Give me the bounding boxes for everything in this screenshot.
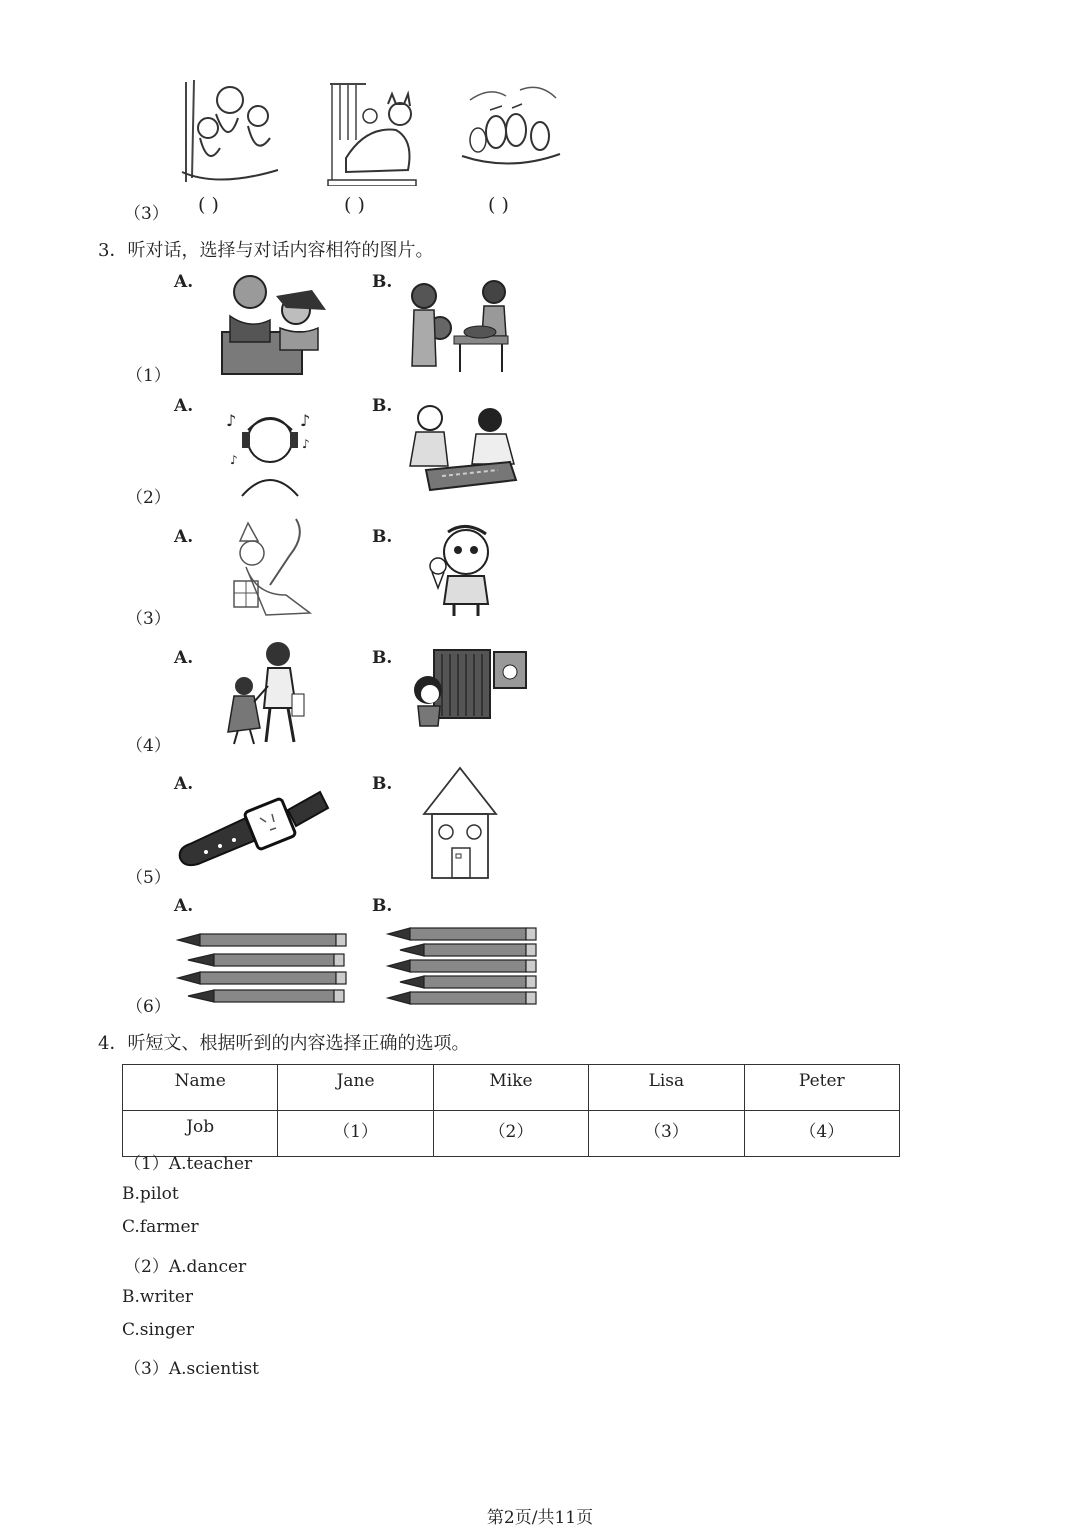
table-cell-blank[interactable]: （2） bbox=[433, 1111, 588, 1157]
option-a-label: A. bbox=[174, 396, 194, 416]
option-item[interactable]: C.singer bbox=[122, 1320, 194, 1340]
option-a-label: A. bbox=[174, 648, 194, 668]
option-a-label: A. bbox=[174, 896, 194, 916]
option-a-label: A. bbox=[174, 527, 194, 547]
girl-by-window-picture[interactable] bbox=[408, 644, 528, 732]
answer-blank[interactable]: ( ) bbox=[198, 194, 219, 216]
svg-text:♪: ♪ bbox=[300, 411, 311, 430]
option-b-label: B. bbox=[372, 527, 393, 547]
answer-blank[interactable]: ( ) bbox=[344, 194, 365, 216]
option-item[interactable]: （3）A.scientist bbox=[124, 1359, 260, 1379]
option-b-label: B. bbox=[372, 896, 393, 916]
row-label: （5） bbox=[126, 868, 171, 888]
option-item[interactable]: C.farmer bbox=[122, 1217, 199, 1237]
birds-picture bbox=[460, 80, 562, 182]
jobs-table bbox=[122, 1064, 900, 1157]
table-cell-blank[interactable]: （4） bbox=[744, 1111, 899, 1157]
option-item[interactable]: （1）A.teacher bbox=[124, 1154, 253, 1174]
boy-with-ice-cream-picture[interactable] bbox=[420, 522, 512, 618]
table-cell: Job bbox=[123, 1111, 278, 1157]
table-header-cell: Lisa bbox=[589, 1065, 744, 1111]
table-header-row bbox=[123, 1065, 900, 1111]
table-cell-blank[interactable]: （3） bbox=[589, 1111, 744, 1157]
row-label: （2） bbox=[126, 488, 171, 508]
option-b-label: B. bbox=[372, 648, 393, 668]
table-header-cell: Mike bbox=[433, 1065, 588, 1111]
table-header-cell: Peter bbox=[744, 1065, 899, 1111]
two-kids-reading-picture[interactable] bbox=[220, 272, 332, 376]
house-picture[interactable] bbox=[420, 764, 500, 882]
two-boys-playing-board-game-picture[interactable] bbox=[402, 400, 522, 494]
row-label: （6） bbox=[126, 997, 171, 1017]
five-pencils-picture[interactable] bbox=[386, 924, 540, 1010]
option-b-label: B. bbox=[372, 396, 393, 416]
option-a-label: A. bbox=[174, 272, 194, 292]
option-b-label: B. bbox=[372, 272, 393, 292]
question-4-title: 4．听短文、根据听到的内容选择正确的选项。 bbox=[98, 1033, 470, 1054]
svg-text:♪: ♪ bbox=[302, 437, 310, 451]
answer-blank[interactable]: ( ) bbox=[488, 194, 509, 216]
option-item[interactable]: （2）A.dancer bbox=[124, 1257, 247, 1277]
mother-and-daughter-picture[interactable] bbox=[224, 638, 308, 746]
row-label: （3） bbox=[126, 609, 171, 629]
table-header-cell: Jane bbox=[278, 1065, 433, 1111]
question-3-title: 3．听对话，选择与对话内容相符的图片。 bbox=[98, 240, 434, 261]
option-b-label: B. bbox=[372, 774, 393, 794]
page-number: 第2页/共11页 bbox=[486, 1508, 594, 1528]
table-header-cell: Name bbox=[123, 1065, 278, 1111]
monkeys-picture bbox=[178, 78, 282, 190]
table-cell-blank[interactable]: （1） bbox=[278, 1111, 433, 1157]
cats-picture bbox=[326, 80, 418, 186]
option-item[interactable]: B.writer bbox=[122, 1287, 194, 1307]
four-pencils-picture[interactable] bbox=[176, 930, 350, 1006]
svg-text:♪: ♪ bbox=[226, 411, 237, 430]
svg-text:♪: ♪ bbox=[230, 453, 238, 467]
wristwatch-picture[interactable] bbox=[176, 788, 332, 868]
row-label: （4） bbox=[126, 736, 171, 756]
part2-row3-label: （3） bbox=[124, 204, 169, 224]
row-label: （1） bbox=[126, 366, 171, 386]
child-with-party-hat-and-gift-picture[interactable] bbox=[226, 515, 316, 619]
family-with-birthday-cake-picture[interactable] bbox=[404, 276, 512, 376]
boy-with-headphones-music-picture[interactable] bbox=[222, 404, 318, 498]
option-item[interactable]: B.pilot bbox=[122, 1184, 179, 1204]
option-a-label: A. bbox=[174, 774, 194, 794]
